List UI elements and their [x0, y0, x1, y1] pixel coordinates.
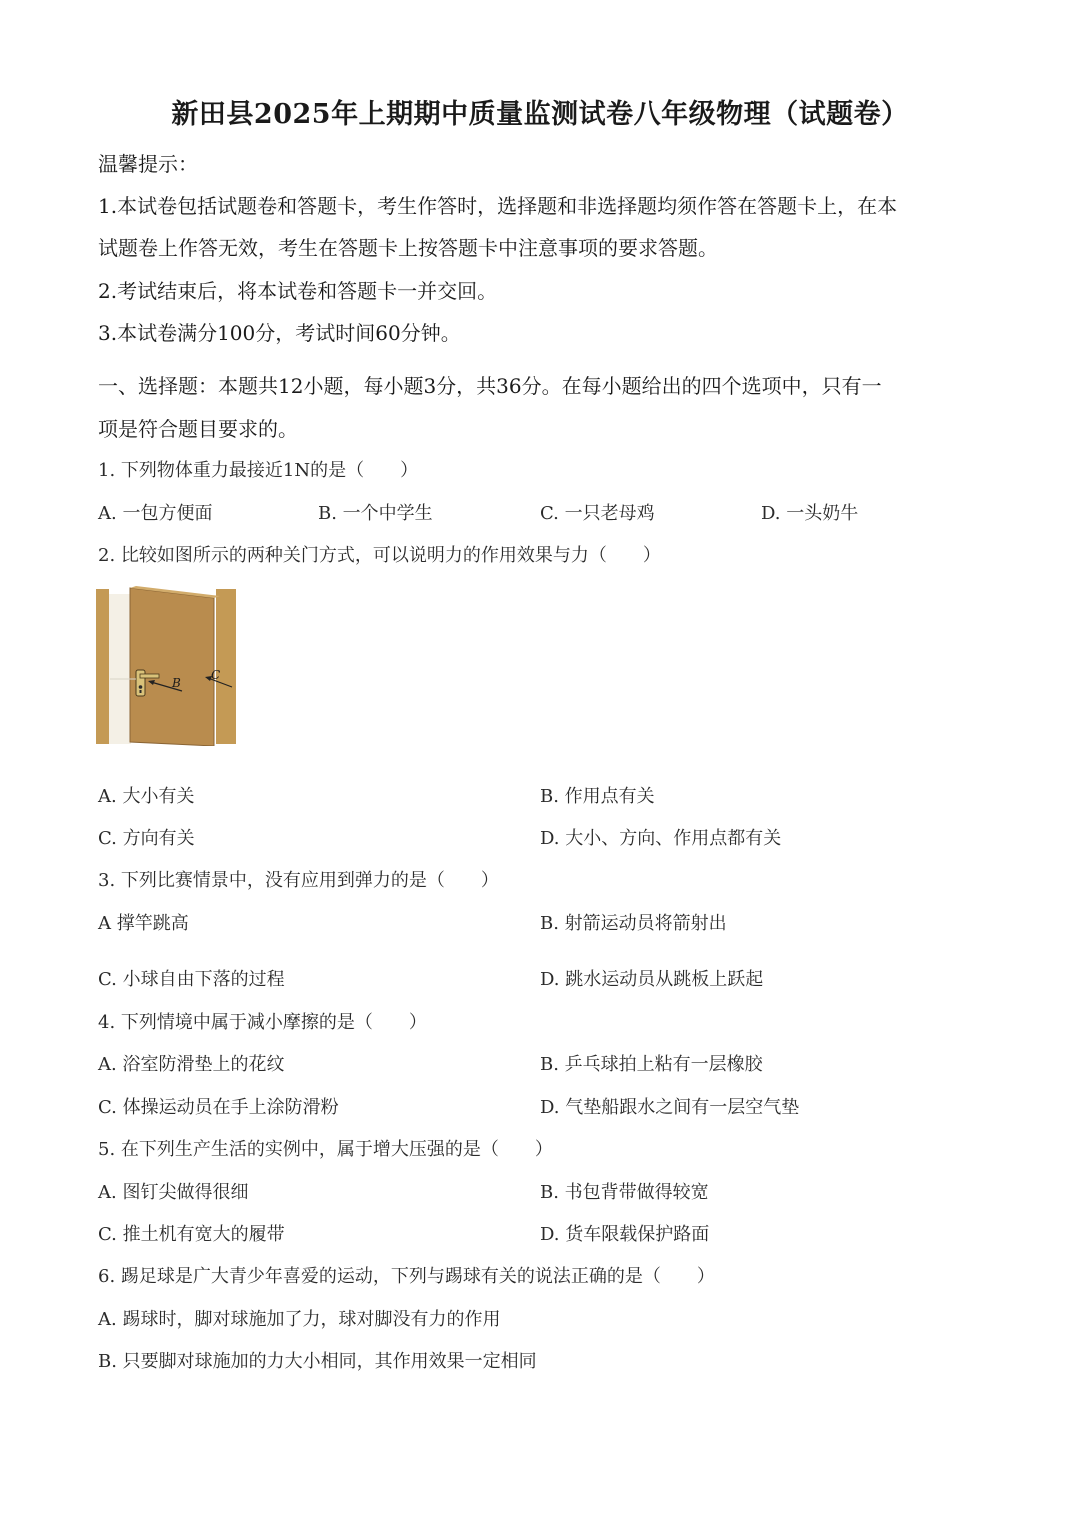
tip-line: 2.考试结束后，将本试卷和答题卡一并交回。: [98, 279, 498, 303]
question-stem: 6. 踢足球是广大青少年喜爱的运动，下列与踢球有关的说法正确的是（ ）: [98, 1266, 715, 1287]
section-heading: 一、选择题：本题共12小题，每小题3分，共36分。在每小题给出的四个选项中，只有一: [98, 374, 882, 398]
option-d: D. 货车限载保护路面: [540, 1224, 710, 1245]
option-b: B. 只要脚对球施加的力大小相同，其作用效果一定相同: [98, 1351, 537, 1372]
option-d: D. 大小、方向、作用点都有关: [540, 828, 782, 849]
option-b: B. 作用点有关: [540, 786, 655, 807]
option-a: A. 一包方便面: [98, 503, 213, 524]
option-d: D. 气垫船跟水之间有一层空气垫: [540, 1097, 800, 1118]
option-a: A. 大小有关: [98, 786, 195, 807]
option-a: A. 浴室防滑垫上的花纹: [98, 1054, 285, 1075]
tip-line: 1.本试卷包括试题卷和答题卡，考生作答时，选择题和非选择题均须作答在答题卡上，在本: [98, 194, 898, 218]
option-a: A 撑竿跳高: [98, 913, 189, 934]
question-stem: 1. 下列物体重力最接近1N的是（ ）: [98, 460, 419, 481]
option-d: D. 一头奶牛: [761, 503, 859, 524]
option-b: B. 一个中学生: [318, 503, 433, 524]
option-a: A. 图钉尖做得很细: [98, 1182, 249, 1203]
question-stem: 3. 下列比赛情景中，没有应用到弹力的是（ ）: [98, 870, 499, 891]
option-b: B. 乒乓球拍上粘有一层橡胶: [540, 1054, 763, 1075]
option-a: A. 踢球时，脚对球施加了力，球对脚没有力的作用: [98, 1309, 501, 1330]
figure-label-b: B: [172, 676, 181, 690]
option-c: C. 一只老母鸡: [540, 503, 655, 524]
door-icon: [96, 586, 238, 746]
section-heading-cont: 项是符合题目要求的。: [98, 417, 298, 441]
question-stem: 2. 比较如图所示的两种关门方式，可以说明力的作用效果与力（ ）: [98, 545, 661, 566]
figure-label-c: C: [211, 668, 221, 682]
option-c: C. 推土机有宽大的履带: [98, 1224, 285, 1245]
option-c: C. 小球自由下落的过程: [98, 969, 285, 990]
option-b: B. 书包背带做得较宽: [540, 1182, 709, 1203]
option-c: C. 方向有关: [98, 828, 195, 849]
tip-line: 3.本试卷满分100分，考试时间60分钟。: [98, 321, 461, 345]
option-d: D. 跳水运动员从跳板上跃起: [540, 969, 764, 990]
tip-line: 试题卷上作答无效，考生在答题卡上按答题卡中注意事项的要求答题。: [98, 236, 718, 260]
option-c: C. 体操运动员在手上涂防滑粉: [98, 1097, 339, 1118]
question-stem: 4. 下列情境中属于减小摩擦的是（ ）: [98, 1012, 427, 1033]
option-b: B. 射箭运动员将箭射出: [540, 913, 727, 934]
question-stem: 5. 在下列生产生活的实例中，属于增大压强的是（ ）: [98, 1139, 553, 1160]
page-title: 新田县2025年上期期中质量监测试卷八年级物理（试题卷）: [171, 99, 909, 130]
tips-heading: 温馨提示：: [98, 152, 198, 176]
